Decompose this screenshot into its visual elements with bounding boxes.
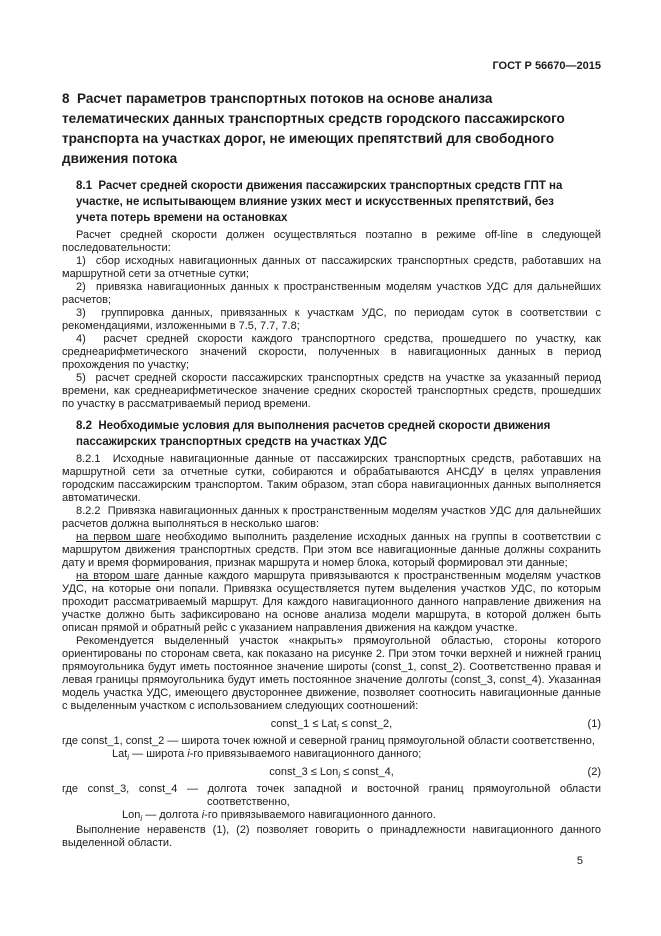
formula-1-rhs: ≤ const_2,: [338, 718, 393, 730]
step-2-text: данные каждого маршрута привязываются к пространственным моделям участков УДС, на которые они попали. Привязка осуществляется путем выделения участков УДС, по которым проходит рассматриваемый маршрут. Для каждого навигационного данного направление движения на участке должно быть зафиксировано на основе анализа модели маршрута, в которой должен быть описан прямой и обратный рейс с указанием направления движения на каждом участке.: [62, 570, 601, 634]
running-header: ГОСТ Р 56670—2015: [492, 60, 601, 72]
paragraph-8-2-2: 8.2.2 Привязка навигационных данных к пространственным моделям участков УДС для дальнейших расчетов должна выполняться в несколько шагов:: [62, 505, 601, 530]
section-8-1-heading: 8.1 Расчет средней скорости движения пассажирских транспортных средств ГПТ на участке, не испытывающем влияние узких мест и искусственных препятствий, без учета потерь времени на остановках: [76, 180, 563, 224]
definition-2-line-1: где const_3, const_4 — долгота точек западной и восточной границ прямоугольной области соответственно,: [62, 783, 601, 808]
paragraph-closing: Выполнение неравенств (1), (2) позволяет говорить о принадлежности навигационного данного выделенной области.: [62, 824, 601, 849]
list-item-4: 4) расчет средней скорости каждого транспортного средства, прошедшего по участку, как среднеарифметического значений скорости, полученных в навигационных данных в период прохождения по участку;: [62, 333, 601, 371]
lat-subscript: i: [127, 753, 130, 763]
lon-variable: Lon: [122, 809, 141, 821]
section-8-2-heading: 8.2 Необходимые условия для выполнения расчетов средней скорости движения пассажирских транспортных средств на участках УДС: [76, 420, 551, 448]
definition-1-line-1: где const_1, const_2 — широта точек южной и северной границ прямоугольной области соответственно,: [62, 735, 595, 747]
definition-1-line-2: [112, 748, 601, 761]
formula-2-lhs: const_3 ≤ Lon: [269, 766, 339, 778]
paragraph-step-2: [62, 570, 601, 635]
formula-2-rhs: ≤ const_4,: [340, 766, 394, 778]
formula-1-number: (1): [587, 718, 601, 730]
paragraph-8-2-1: 8.2.1 Исходные навигационные данные от пассажирских транспортных средств, работавших на маршрутной сети за отчетные сутки, собираются и обрабатываются АНСДУ в целях управления городским пассажирским транспортом. Таким образом, этап сбора навигационных данных выполняется автоматически.: [62, 453, 601, 504]
list-item-3: 3) группировка данных, привязанных к участкам УДС, по периодам суток в соответствии с рекомендациями, изложенными в 7.5, 7.7, 7.8;: [62, 307, 601, 332]
formula-1-expression: [270, 718, 393, 733]
definition-2-dash-text: — долгота: [142, 809, 202, 821]
page-number: 5: [576, 855, 583, 867]
paragraph-step-1: [62, 531, 601, 570]
underlined-phrase-step-2: на втором шаге: [76, 570, 160, 582]
formula-2: [62, 766, 601, 779]
definition-2-tail: -го привязываемого навигационного данного.: [204, 809, 436, 821]
list-item-1: 1) сбор исходных навигационных данных от пассажирских транспортных средств, работавших на маршрутной сети за отчетные сутки;: [62, 255, 601, 280]
formula-2-number: (2): [587, 766, 601, 778]
italic-i: i: [201, 809, 205, 821]
lon-subscript: i: [140, 814, 143, 824]
list-item-2: 2) привязка навигационных данных к пространственным моделям участков УДС для дальнейших расчетов;: [62, 281, 601, 306]
definition-1-tail: -го привязываемого навигационного данного;: [189, 748, 422, 760]
underlined-phrase-step-1: на первом шаге: [76, 531, 161, 543]
lat-variable: Lat: [112, 748, 128, 760]
formula-1: [62, 718, 601, 731]
step-1-text: необходимо выполнить разделение исходных данных на группы в соответствии с маршрутом движения транспортных средств. При этом все навигационные данные должны сохранить дату и время формирования, признак маршрута и номер блока, который формировал эти данные;: [62, 531, 601, 569]
formula-1-subscript: i: [336, 723, 339, 733]
paragraph-intro: Расчет средней скорости должен осуществляться поэтапно в режиме off-line в следующей последовательности:: [62, 229, 601, 254]
formula-1-lhs: const_1 ≤ Lat: [270, 718, 337, 730]
list-item-5: 5) расчет средней скорости пассажирских транспортных средств на участке за указанный период времени, как среднеарифметическое значение средних скоростей транспортных средств, прошедших по участку в рассматриваемый период времени.: [62, 372, 601, 410]
formula-2-expression: [269, 766, 394, 781]
section-8-heading: 8 Расчет параметров транспортных потоков на основе анализа телематических данных транспортных средств городского пассажирского транспорта на участках дорог, не имеющих препятствий для свободного движения потока: [62, 91, 565, 166]
definition-2-line-2: [122, 809, 601, 822]
italic-i: i: [187, 748, 190, 760]
paragraph-rectangle: Рекомендуется выделенный участок «накрыть» прямоугольной областью, стороны которого ориентированы по сторонам света, как показано на рисунке 2. При этом точки верхней и нижней границ прямоугольника будут иметь постоянное значение широты (const_1, const_2). Соответственно правая и левая границы прямоугольника будут иметь постоянное значение долготы (const_3, const_4). Указанная модель участка УДС, имеющего двустороннее движение, позволяет соотносить навигационные данные с выделенным участком с использованием следующих соотношений:: [62, 635, 601, 712]
formula-2-subscript: i: [338, 771, 341, 781]
definition-1-dash-text: — широта: [129, 748, 188, 760]
